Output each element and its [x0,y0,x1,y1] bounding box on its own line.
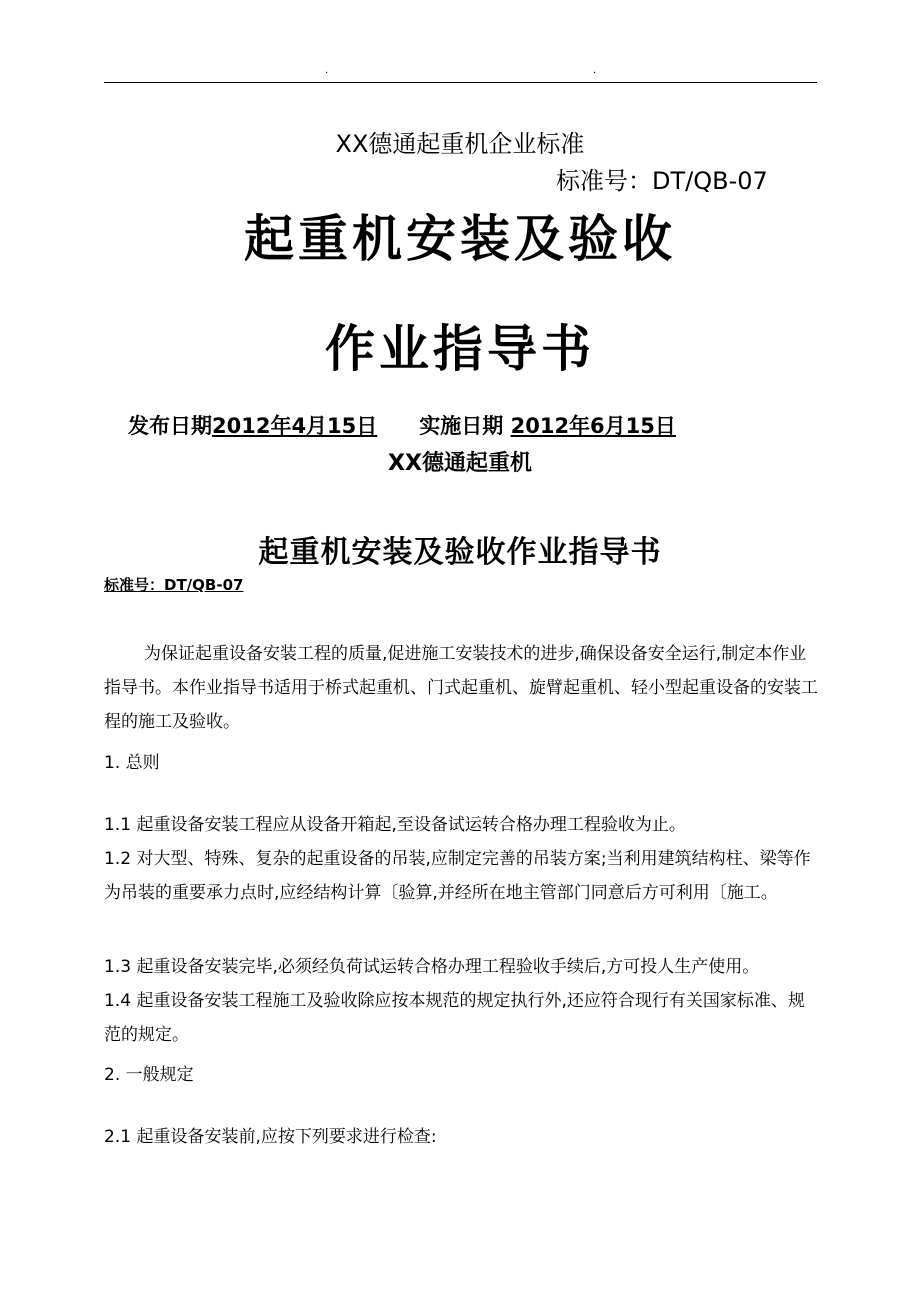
implement-date-label: 实施日期 [419,414,511,438]
clause-1-2: 1.2 对大型、特殊、复杂的起重设备的吊装,应制定完善的吊装方案;当利用建筑结构柱、梁等作为吊装的重要承力点时,应经结构计算〔验算,并经所在地主管部门同意后方可利用〔施工。 [104,849,811,903]
intro-text: 为保证起重设备安装工程的质量,促进施工安装技术的进步,确保设备安全运行,制定本作业指导书。本作业指导书适用于桥式起重机、门式起重机、旋臂起重机、轻小型起重设备的安装工程的施工及验收。 [104,644,818,732]
document-standard-number: 标准号：DT/QB-07 [104,576,244,594]
section-2-heading: 2. 一般规定 [104,1065,194,1085]
company-standard-heading: XX德通起重机企业标准 [335,130,585,158]
header-rule [104,82,817,83]
document-title: 起重机安装及验收作业指导书 [258,535,662,570]
cover-title-line1: 起重机安装及验收 [244,210,676,268]
dates-line [128,410,676,440]
cover-title-line2: 作业指导书 [325,320,595,378]
release-date-label: 发布日期 [128,414,212,438]
company-name: XX德通起重机 [388,451,532,476]
clause-1-3: 1.3 起重设备安装完毕,必须经负荷试运转合格办理工程验收手续后,方可投人生产使用。 [104,957,760,977]
clause-2-1: 2.1 起重设备安装前,应按下列要求进行检查: [104,1127,437,1147]
intro-paragraph [104,637,820,739]
release-date: 2012年4月15日 [212,414,378,438]
header-dot-left: . [325,65,329,76]
clause-1-1: 1.1 起重设备安装工程应从设备开箱起,至设备试运转合格办理工程验收为止。 [104,815,686,835]
standard-number: 标准号：DT/QB-07 [556,167,768,195]
section-1-heading: 1. 总则 [104,753,160,773]
implement-date: 2012年6月15日 [510,414,676,438]
header-dot-right: . [593,65,597,76]
clause-1-4: 1.4 起重设备安装工程施工及验收除应按本规范的规定执行外,还应符合现行有关国家标准、规范的规定。 [104,991,805,1045]
